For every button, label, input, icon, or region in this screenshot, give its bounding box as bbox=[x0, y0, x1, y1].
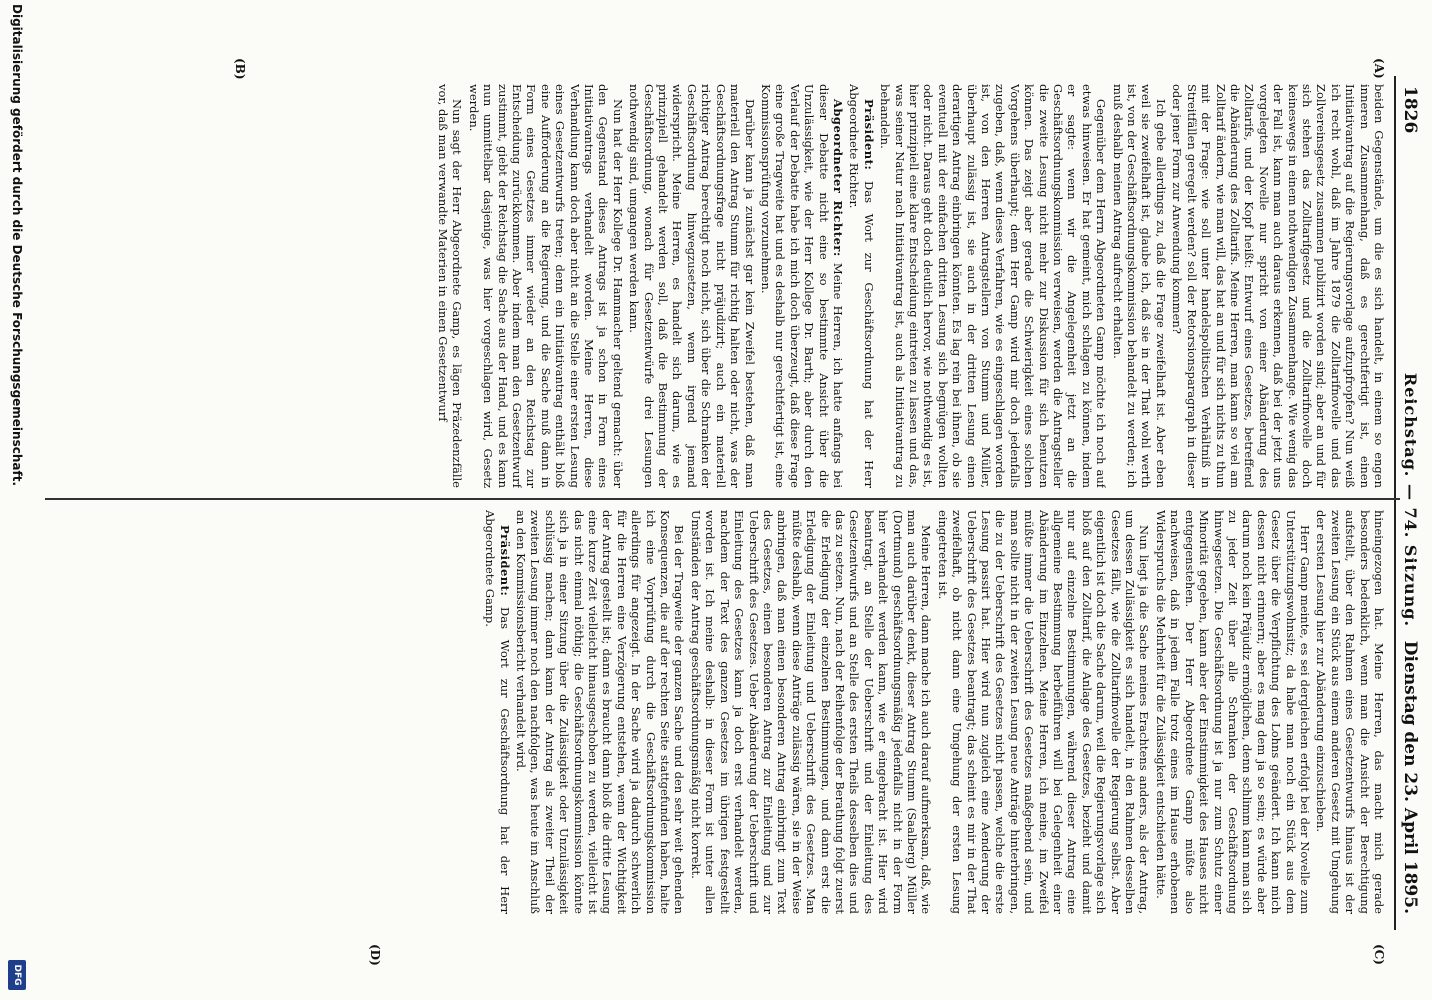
speaker-president: Präsident: bbox=[861, 98, 876, 171]
speech-text: Meine Herren, ich hatte anfangs bei dieser Debatte nicht eine so bestimmte Ansicht über die Unzulässigkeit, wie der Herr Kollege Dr. Barth; aber durch den Verlauf der Debatte habe ich mich doch überzeugt, daß diese Frage eine große Tragweite hat und es deshalb nur gerechtfertigt ist, eine Kommissionsprüfung vorzunehmen. bbox=[758, 84, 845, 488]
margin-mark-d: (D) bbox=[368, 944, 382, 966]
funding-note: Digitalisierung gefördert durch die Deutsche Forschungsgemeinschaft. bbox=[10, 4, 24, 487]
header-rule bbox=[1394, 76, 1396, 930]
speaker-richter: Abgeordneter Richter: bbox=[830, 98, 845, 257]
paragraph: Meine Herren, dann mache ich auch darauf aufmerksam, daß, wie man auch darüber denkt, dieser Antrag Stumm (Saalberg) Müller (Dortmund) geschäftsordnungsmäßig jedenfalls nicht in der Form hier verhandelt werden kann, wie er eingebracht ist. Hier wird beantragt, an Stelle der Ueberschrift und der Einleitung des Gesetzentwurfs und an Stelle des ersten Theils desselben dies und das zu setzen. Nun, nach der Reihenfolge der Berathung folgt zuerst die Erledigung der einzelnen Bestimmungen, und dann erst die Erledigung der Einleitung und Ueberschrift des Gesetzes. Man müßte deshalb, wenn diese Anträge zulässig wären, sie in der Weise anbringen, daß man einen besonderen Antrag einbringt zum Text des Gesetzes, einen besonderen Antrag zur Einleitung und zur Ueberschrift des Gesetzes. Ueber Abänderung der Ueberschrift und Einleitung des Gesetzes kann ja doch erst verhandelt werden, nachdem der Text des ganzen Gesetzes im übrigen festgestellt worden ist. Ich meine deshalb: in dieser Form ist unter allen Umständen der Antrag geschäftsordnungsmäßig nicht korrekt. bbox=[688, 510, 934, 914]
margin-mark-a: (A) bbox=[1372, 58, 1386, 79]
column-divider bbox=[45, 498, 1400, 500]
paragraph: Ich gebe allerdings zu, daß die Frage zweifelhaft ist. Aber eben weil sie zweifelhaft ist, glaube ich, daß sie in der That wohl werth ist, von der Geschäftsordnungskommission behandelt zu werden; ich muß deshalb meinen Antrag aufrecht erhalten. bbox=[1110, 84, 1168, 488]
paragraph: Darüber kann ja zunächst gar kein Zweifel bestehen, daß man materiell den Antrag Stumm für richtig halten oder nicht, was der Geschäftsordnungsfrage nicht präjudizirt; auch ein materiell richtiger Antrag berechtigt noch nicht, sich über die Schranken der Geschäftsordnung hinwegzusetzen, wenn irgend jemand widerspricht. Meine Herren, es handelt sich darum, wie es prinzipiell gehandelt werden soll, daß die Bestimmung der Geschäftsordnung, wonach für Gesetzentwürfe drei Lesungen nothwendig sind, umgangen werden kann. bbox=[627, 84, 757, 488]
margin-mark-b: (B) bbox=[233, 58, 247, 80]
speech-text: Das Wort zur Geschäftsordnung hat der Herr Abgeordnete Richter. bbox=[847, 84, 876, 488]
paragraph: Nun liegt ja die Sache meines Erachtens anders, als der Antrag, um dessen Zulässigkeit es sich handelt, in den Rahmen desselben Gesetzes fällt, wie die Zolltarifnovelle der Regierung selbst. Aber eigentlich ist doch die Sache darum, weil die Regierungsvorlage sich bloß auf den Zolltarif, die Anlage des Gesetzes, bezieht und damit nur auf einzelne Bestimmungen, während dieser Antrag eine allgemeine Bestimmung herbeiführen will bei Gelegenheit einer Abänderung im Einzelnen. Meine Herren, ich meine, im Zweifel müßte immer die Ueberschrift des Gesetzes maßgebend sein, und man sollte nicht in der zweiten Lesung neue Anträge hinterbringen, die zu der Ueberschrift des Gesetzes nicht passen, welche die erste Lesung passirt hat. Hier wird nun zugleich eine Aenderung der Ueberschrift des Gesetzes beantragt; das scheint es mir in der That zweifelhaft, ob nicht dann eine Umgehung der ersten Lesung eingetreten ist. bbox=[935, 510, 1152, 914]
session-title: Reichstag. — 74. Sitzung. bbox=[1401, 372, 1420, 628]
speaker-paragraph bbox=[483, 510, 512, 914]
right-text-column bbox=[46, 510, 1386, 914]
paragraph: beiden Gegenstände, um die es sich handelt, in einem so engen inneren Zusammenhang, daß es gerechtfertigt ist, einen Initiativantrag auf die Regierungsvorlage aufzupfropfen? Nun weiß ich recht wohl, daß im Jahre 1879 die Zolltarifnovelle und das Zollvereinsgesetz zusammen publizirt worden sind; aber an und für sich stehen das Zolltarifgesetz und die Zolltarifnovelle doch keineswegs in einem nothwendigen Zusammenhange. Wie wenig das der Fall ist, kann man auch daraus erkennen, daß bei der jetzt uns vorgelegten Novelle nur spricht von einer Abänderung des Zolltarifs, und der Kopf heißt: Entwurf eines Gesetzes, betreffend die Abänderung des Zolltarifs. Meine Herren, man kann so viel am Zolltarif ändern, wie man will, das hat an und für sich nichts zu thun mit der Frage: wie soll unter handelspolitischen Verhältniß in Streitfällen geregelt werden? soll der Retorsionsparagraph in dieser oder jener Form zur Anwendung kommen? bbox=[1170, 84, 1386, 488]
page-header bbox=[1394, 50, 1424, 950]
digitization-footer bbox=[4, 0, 28, 1000]
speaker-paragraph bbox=[847, 84, 876, 488]
dfg-logo-icon: DFG bbox=[8, 960, 26, 990]
paragraph: Gegenüber dem Herrn Abgeordneten Gamp möchte ich noch auf etwas hinweisen. Er hat gemeint, mich schlagen zu können, indem er sagte: wenn wir die Angelegenheit jetzt an die Geschäftsordnungskommission verweisen, werden die Antragsteller die zweite Lesung nicht mehr zur Diskussion für sich benutzen können. Das zeigt aber gerade die Schwierigkeit eines solchen Vorgehens überhaupt; denn Herr Gamp wird mir doch jedenfalls zugeben, daß, wenn dieses Verfahren, wie es eingeschlagen worden ist, von den Herren Antragstellern von Stumm und Müller, überhaupt zulässig ist, sie auch in der dritten Lesung einen derartigen Antrag einbringen könnten. Es lag rein bei ihnen, ob sie eventuell mit der einfachen dritten Lesung sich begnügen wollten oder nicht. Daraus geht doch deutlich hervor, wie nothwendig es ist, hier prinzipiell eine klare Entscheidung eintreten zu lassen und das, was seiner Natur nach Initiativantrag ist, auch als Initiativantrag zu behandeln. bbox=[878, 84, 1109, 488]
paragraph: Nun sagt der Herr Abgeordnete Gamp, es lägen Präzedenzfälle vor, daß man verwandte Materien in einen Gesetzentwurf bbox=[436, 84, 465, 488]
speech-text: Das Wort zur Geschäftsordnung hat der Herr Abgeordnete Gamp. bbox=[483, 510, 512, 914]
paragraph: Nun hat der Herr Kollege Dr. Hammacher geltend gemacht: über den Gegenstand dieses Antrags ist ja schon in Form eines Initiativantrags verhandelt worden. Meine Herren, diese Verhandlung kann doch aber nicht an die Stelle einer ersten Lesung eines Gesetzentwurfs treten; denn ein Initiativantrag enthält bloß eine Aufforderung an die Regierung, und die Sache muß dann in Form eines Gesetzes immer wieder an den Reichstag zur Entscheidung zurückkommen. Aber indem man den Gesetzentwurf zustimmt, giebt der Reichstag die Sache aus der Hand, und es kann nun unmittelbar dasjenige, was hier vorgeschlagen wird, Gesetz werden. bbox=[466, 84, 625, 488]
speaker-president: Präsident: bbox=[497, 524, 512, 597]
session-date: Dienstag den 23. April 1895. bbox=[1400, 640, 1420, 914]
paragraph: hineingezogen hat. Meine Herren, das macht mich gerade besonders bedenklich, wenn man die Ansicht der Berechtigung aufstellt, über den Rahmen eines Gesetzentwurfs hinaus ist der zweiten Lesung ein Stück aus einem anderen Gesetz mit Umgehung der ersten Lesung hier zur Abänderung einzuschieben. bbox=[1314, 510, 1386, 914]
paragraph: Herr Gamp meinte, es sei dergleichen erfolgt bei der Novelle zum Unterstützungswohnsitz; da habe man noch ein Stück aus dem Gesetz über die Verpflichtung des Lohns geändert. Ich kann mich dessen nicht erinnern; aber es mag dem ja so sein; es würde aber darum noch kein Präjudiz ermöglichen, denn schlimm kann man sich zu jeder Zeit über alle Schranken der Geschäftsordnung hinwegsetzen. Die Geschäftsordnung ist ja nur zum Schutz einer Minorität gegeben, kann aber der Einstimmigkeit des Hauses nicht entgegenstehen. Der Herr Abgeordnete Gamp müßte also nachweisen, daß in jedem Falle trotz eines im Hause erhobenen Widerspruchs die Mehrheit für die Zulässigkeit entschieden hätte. bbox=[1153, 510, 1312, 914]
speaker-paragraph bbox=[759, 84, 845, 488]
page-number: 1826 bbox=[1400, 86, 1420, 134]
paragraph: Bei der Tragweite der ganzen Sache und den sehr weit gehenden Konsequenzen, die auf der rechten Seite stattgefunden haben, halte ich eine Vorprüfung durch die Geschäftsordnungskommission allerdings für angezeigt. In der Sache wird ja dadurch schwerlich für die Herren eine Verzögerung entstehen, wenn der Wichtigkeit der Antrag gestellt ist; dann es braucht dann bloß die dritte Lesung eine kurze Zeit vielleicht hinausgeschoben zu werden, vielleicht ist das nicht einmal nöthig; die Geschäftsordnungskommission könnte sich ja in einer Sitzung über die Zulässigkeit oder Unzulässigkeit schlüssig machen; dann kann der Antrag als zweiter Theil der zweiten Lesung immer noch den nachfolgen, was heute im Anschluß an den Kommissionsbericht verhandelt wird. bbox=[514, 510, 687, 914]
left-text-column bbox=[46, 84, 1386, 488]
margin-mark-c: (C) bbox=[1372, 944, 1386, 965]
